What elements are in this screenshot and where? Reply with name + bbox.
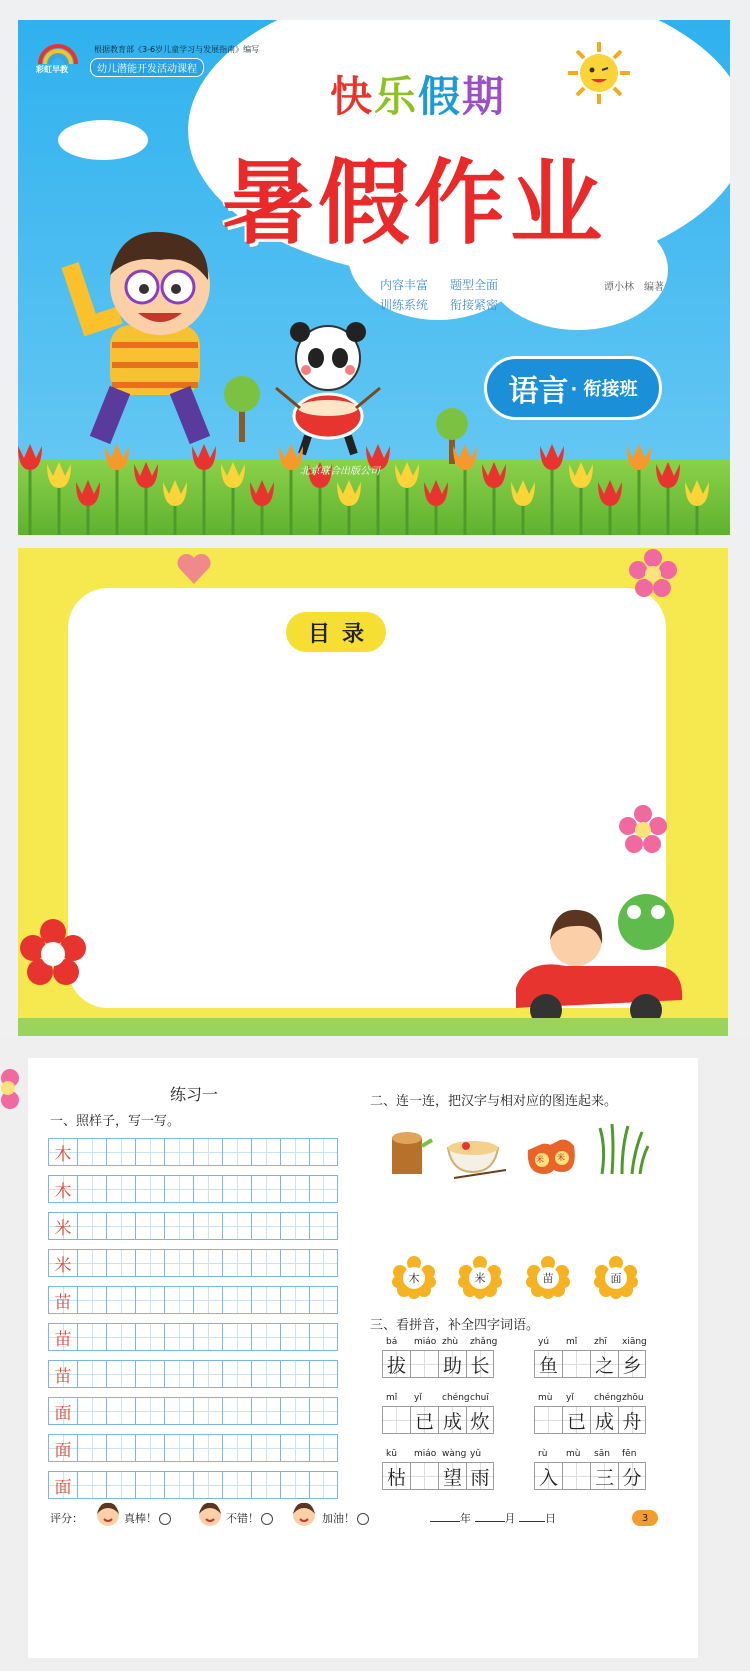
model-char-cell bbox=[48, 1286, 77, 1314]
model-char-cell bbox=[48, 1212, 77, 1240]
tracing-row bbox=[48, 1360, 338, 1388]
writing-cell[interactable] bbox=[309, 1138, 338, 1166]
feature-text: 训练系统 bbox=[380, 298, 429, 312]
model-char: 面 bbox=[54, 1403, 72, 1424]
writing-cell[interactable] bbox=[222, 1175, 251, 1203]
author-credit: 谭小林 编著 bbox=[604, 282, 664, 293]
pinyin-syllable: mǐ bbox=[386, 1393, 398, 1403]
tracing-row bbox=[48, 1138, 338, 1166]
writing-cell[interactable] bbox=[135, 1286, 164, 1314]
idiom-char: 望 bbox=[438, 1462, 466, 1490]
tracing-row bbox=[48, 1212, 338, 1240]
writing-cell[interactable] bbox=[280, 1212, 309, 1240]
match-word-flower[interactable] bbox=[458, 1256, 502, 1300]
tulip-icon bbox=[105, 444, 129, 470]
pinyin-syllable: zhōu bbox=[622, 1393, 644, 1403]
writing-cell[interactable] bbox=[193, 1471, 222, 1499]
writing-cell[interactable] bbox=[309, 1249, 338, 1277]
pinyin-syllable: zhī bbox=[594, 1337, 607, 1347]
tulip-border bbox=[18, 988, 728, 1036]
writing-cell[interactable] bbox=[309, 1471, 338, 1499]
match-word-flower[interactable] bbox=[594, 1256, 638, 1300]
writing-cell[interactable] bbox=[309, 1434, 338, 1462]
cover-subtitle bbox=[330, 64, 506, 124]
writing-cell[interactable] bbox=[77, 1360, 106, 1388]
writing-cell[interactable] bbox=[309, 1175, 338, 1203]
pinyin-syllable: zhǎng bbox=[470, 1337, 498, 1347]
girl-face-icon bbox=[290, 1500, 318, 1528]
model-char: 苗 bbox=[54, 1292, 72, 1313]
idiom-blank-cell[interactable] bbox=[562, 1462, 590, 1490]
rice-bag-label: 米 bbox=[536, 1155, 544, 1164]
writing-cell[interactable] bbox=[106, 1434, 135, 1462]
tulip-icon bbox=[395, 462, 419, 488]
idiom-box bbox=[382, 1406, 494, 1434]
writing-cell[interactable] bbox=[280, 1323, 309, 1351]
writing-cell[interactable] bbox=[251, 1397, 280, 1425]
pinyin-syllable: yú bbox=[538, 1337, 550, 1347]
idiom-box bbox=[534, 1350, 646, 1378]
match-word: 苗 bbox=[542, 1272, 554, 1285]
writing-cell[interactable] bbox=[251, 1249, 280, 1277]
page-number: 3 bbox=[632, 1510, 658, 1526]
tulip-icon bbox=[221, 462, 245, 488]
idiom-char: 三 bbox=[590, 1462, 618, 1490]
tracing-row bbox=[48, 1471, 338, 1499]
idiom-char: 已 bbox=[410, 1406, 438, 1434]
model-char: 面 bbox=[54, 1440, 72, 1461]
section-two-heading: 二、连一连，把汉字与相对应的图连起来。 bbox=[370, 1094, 618, 1109]
pinyin-syllable: zhù bbox=[442, 1337, 459, 1347]
writing-cell[interactable] bbox=[164, 1360, 193, 1388]
date-day-label: 日 bbox=[545, 1512, 556, 1525]
tulip-icon bbox=[163, 480, 187, 506]
idiom-char: 长 bbox=[466, 1350, 494, 1378]
tulip-icon bbox=[337, 480, 361, 506]
writing-cell[interactable] bbox=[106, 1471, 135, 1499]
subtitle-char: 期 bbox=[462, 72, 507, 121]
writing-cell[interactable] bbox=[222, 1249, 251, 1277]
rating-option[interactable] bbox=[226, 1510, 273, 1526]
writing-cell[interactable] bbox=[135, 1360, 164, 1388]
pinyin-syllable: kū bbox=[386, 1449, 397, 1459]
writing-cell[interactable] bbox=[222, 1471, 251, 1499]
writing-cell[interactable] bbox=[164, 1434, 193, 1462]
match-word: 木 bbox=[408, 1272, 420, 1285]
model-char-cell bbox=[48, 1360, 77, 1388]
idiom-char: 炊 bbox=[466, 1406, 494, 1434]
idiom-blank-cell[interactable] bbox=[562, 1350, 590, 1378]
writing-cell[interactable] bbox=[251, 1138, 280, 1166]
section-one-heading: 一、照样子，写一写。 bbox=[50, 1114, 181, 1129]
writing-cell[interactable] bbox=[193, 1360, 222, 1388]
subject-badge bbox=[484, 356, 662, 420]
rating-label: 评分： bbox=[50, 1512, 83, 1525]
badge-main-text: 语言 bbox=[508, 374, 569, 409]
writing-cell[interactable] bbox=[77, 1323, 106, 1351]
rating-text: 不错！ bbox=[226, 1512, 259, 1525]
model-char: 苗 bbox=[54, 1329, 72, 1350]
writing-cell[interactable] bbox=[193, 1249, 222, 1277]
match-word: 米 bbox=[474, 1272, 486, 1285]
idiom-char: 分 bbox=[618, 1462, 646, 1490]
writing-cell[interactable] bbox=[193, 1286, 222, 1314]
writing-cell[interactable] bbox=[164, 1286, 193, 1314]
writing-cell[interactable] bbox=[164, 1249, 193, 1277]
writing-cell[interactable] bbox=[77, 1212, 106, 1240]
writing-cell[interactable] bbox=[164, 1323, 193, 1351]
tulip-icon bbox=[627, 444, 651, 470]
pinyin-syllable: xiāng bbox=[622, 1337, 647, 1347]
writing-cell[interactable] bbox=[251, 1323, 280, 1351]
model-char-cell bbox=[48, 1471, 77, 1499]
rating-option[interactable] bbox=[124, 1510, 171, 1526]
tracing-row bbox=[48, 1323, 338, 1351]
writing-cell[interactable] bbox=[251, 1360, 280, 1388]
rating-circle[interactable] bbox=[357, 1513, 369, 1525]
writing-cell[interactable] bbox=[135, 1138, 164, 1166]
feature-text: 内容丰富 bbox=[380, 278, 429, 292]
writing-cell[interactable] bbox=[193, 1212, 222, 1240]
writing-cell[interactable] bbox=[222, 1138, 251, 1166]
rating-text: 加油！ bbox=[322, 1512, 355, 1525]
writing-cell[interactable] bbox=[106, 1360, 135, 1388]
tulip-flowers bbox=[18, 420, 730, 535]
publisher-name: 北京联合出版公司 bbox=[300, 466, 380, 477]
writing-cell[interactable] bbox=[135, 1471, 164, 1499]
pinyin-syllable: bá bbox=[386, 1337, 398, 1347]
idiom-char: 已 bbox=[562, 1406, 590, 1434]
pinyin-syllable: mù bbox=[538, 1393, 553, 1403]
rating-circle[interactable] bbox=[261, 1513, 273, 1525]
writing-cell[interactable] bbox=[77, 1471, 106, 1499]
tulip-icon bbox=[511, 480, 535, 506]
tulip-icon bbox=[569, 462, 593, 488]
pinyin-syllable: rù bbox=[538, 1449, 548, 1459]
noodle-bowl-icon bbox=[444, 1124, 508, 1182]
writing-cell[interactable] bbox=[135, 1175, 164, 1203]
tracing-row bbox=[48, 1286, 338, 1314]
writing-cell[interactable] bbox=[77, 1249, 106, 1277]
tulip-icon bbox=[482, 462, 506, 488]
writing-cell[interactable] bbox=[135, 1397, 164, 1425]
pinyin-syllable: chéng bbox=[442, 1393, 470, 1403]
writing-cell[interactable] bbox=[106, 1175, 135, 1203]
grass-seedling-icon bbox=[592, 1118, 650, 1176]
rating-option[interactable] bbox=[322, 1510, 369, 1526]
writing-cell[interactable] bbox=[193, 1323, 222, 1351]
idiom-char: 助 bbox=[438, 1350, 466, 1378]
model-char-cell bbox=[48, 1397, 77, 1425]
model-char-cell bbox=[48, 1175, 77, 1203]
writing-cell[interactable] bbox=[77, 1138, 106, 1166]
writing-cell[interactable] bbox=[222, 1212, 251, 1240]
writing-cell[interactable] bbox=[309, 1397, 338, 1425]
writing-cell[interactable] bbox=[309, 1323, 338, 1351]
writing-cell[interactable] bbox=[251, 1286, 280, 1314]
idiom-box bbox=[382, 1462, 494, 1490]
tulip-icon bbox=[685, 480, 709, 506]
subtitle-char: 快 bbox=[330, 72, 375, 121]
match-word-flower[interactable] bbox=[392, 1256, 436, 1300]
girl-face-icon bbox=[196, 1500, 224, 1528]
idiom-char: 枯 bbox=[382, 1462, 410, 1490]
writing-cell[interactable] bbox=[164, 1212, 193, 1240]
model-char-cell bbox=[48, 1249, 77, 1277]
model-char-cell bbox=[48, 1138, 77, 1166]
rice-bag-label: 米 bbox=[557, 1153, 565, 1162]
rice-bags-icon bbox=[522, 1124, 580, 1182]
exercise-title: 练习一 bbox=[170, 1085, 219, 1104]
pink-flower-icon bbox=[618, 804, 668, 854]
publisher-note: 根据教育部《3-6岁儿童学习与发展指南》编写 bbox=[94, 45, 260, 54]
idiom-char: 入 bbox=[534, 1462, 562, 1490]
cover-panel bbox=[0, 0, 750, 548]
idiom-char: 乡 bbox=[618, 1350, 646, 1378]
writing-cell[interactable] bbox=[251, 1434, 280, 1462]
idiom-blank-cell[interactable] bbox=[410, 1350, 438, 1378]
idiom-char: 鱼 bbox=[534, 1350, 562, 1378]
feature-text: 衔接紧密 bbox=[450, 298, 499, 312]
model-char: 苗 bbox=[54, 1366, 72, 1387]
tulip-icon bbox=[18, 444, 42, 470]
model-char: 面 bbox=[54, 1477, 72, 1498]
tulip-icon bbox=[656, 462, 680, 488]
idiom-blank-cell[interactable] bbox=[534, 1406, 562, 1434]
writing-cell[interactable] bbox=[222, 1360, 251, 1388]
idiom-char: 拔 bbox=[382, 1350, 410, 1378]
badge-sub-text: · 衔接班 bbox=[570, 379, 638, 400]
toc-title: 目录 bbox=[286, 612, 386, 652]
idiom-blank-cell[interactable] bbox=[382, 1406, 410, 1434]
sun-icon bbox=[566, 40, 632, 106]
girl-face-icon bbox=[94, 1500, 122, 1528]
idiom-box bbox=[534, 1462, 646, 1490]
idiom-char: 之 bbox=[590, 1350, 618, 1378]
tulip-icon bbox=[47, 462, 71, 488]
writing-cell[interactable] bbox=[309, 1212, 338, 1240]
rating-circle[interactable] bbox=[159, 1513, 171, 1525]
tulip-icon bbox=[192, 444, 216, 470]
idiom-char: 成 bbox=[438, 1406, 466, 1434]
tulip-icon bbox=[540, 444, 564, 470]
pink-flower-icon bbox=[0, 1066, 30, 1126]
model-char: 米 bbox=[54, 1218, 72, 1239]
idiom-box bbox=[534, 1406, 646, 1434]
writing-cell[interactable] bbox=[251, 1212, 280, 1240]
tulip-icon bbox=[424, 480, 448, 506]
pinyin-syllable: chéng bbox=[594, 1393, 622, 1403]
writing-cell[interactable] bbox=[106, 1397, 135, 1425]
pinyin-syllable: yǐ bbox=[414, 1393, 422, 1403]
course-label: 幼儿潜能开发活动课程 bbox=[90, 58, 204, 77]
writing-cell[interactable] bbox=[280, 1434, 309, 1462]
logo-text: 彩虹早教 bbox=[36, 65, 68, 74]
writing-cell[interactable] bbox=[193, 1138, 222, 1166]
toc-panel bbox=[0, 548, 750, 1036]
writing-cell[interactable] bbox=[135, 1323, 164, 1351]
writing-cell[interactable] bbox=[280, 1471, 309, 1499]
writing-cell[interactable] bbox=[106, 1138, 135, 1166]
writing-cell[interactable] bbox=[164, 1138, 193, 1166]
writing-cell[interactable] bbox=[280, 1286, 309, 1314]
date-year-label: 年 bbox=[460, 1512, 471, 1525]
writing-cell[interactable] bbox=[77, 1397, 106, 1425]
writing-cell[interactable] bbox=[222, 1286, 251, 1314]
pink-flower-icon bbox=[628, 548, 678, 598]
match-word: 面 bbox=[610, 1272, 622, 1285]
cover-title: 暑假作业 bbox=[222, 150, 607, 257]
writing-cell[interactable] bbox=[280, 1175, 309, 1203]
tulip-icon bbox=[76, 480, 100, 506]
writing-cell[interactable] bbox=[222, 1397, 251, 1425]
writing-cell[interactable] bbox=[309, 1286, 338, 1314]
tulip-icon bbox=[250, 480, 274, 506]
model-char: 木 bbox=[54, 1144, 72, 1165]
writing-cell[interactable] bbox=[280, 1138, 309, 1166]
writing-cell[interactable] bbox=[135, 1249, 164, 1277]
tracing-row bbox=[48, 1175, 338, 1203]
writing-cell[interactable] bbox=[193, 1175, 222, 1203]
match-word-flower[interactable] bbox=[526, 1256, 570, 1300]
pinyin-syllable: wàng bbox=[442, 1449, 467, 1459]
model-char-cell bbox=[48, 1323, 77, 1351]
writing-cell[interactable] bbox=[106, 1286, 135, 1314]
red-flower-icon bbox=[18, 918, 88, 988]
idiom-char: 舟 bbox=[618, 1406, 646, 1434]
writing-cell[interactable] bbox=[193, 1397, 222, 1425]
writing-cell[interactable] bbox=[164, 1471, 193, 1499]
wood-stump-icon bbox=[378, 1124, 436, 1182]
section-three-heading: 三、看拼音，补全四字词语。 bbox=[370, 1318, 540, 1333]
tulip-icon bbox=[453, 444, 477, 470]
pinyin-syllable: chuī bbox=[470, 1393, 489, 1403]
pinyin-syllable: yǔ bbox=[470, 1449, 482, 1459]
rating-text: 真棒！ bbox=[124, 1512, 157, 1525]
writing-cell[interactable] bbox=[106, 1323, 135, 1351]
feature-text: 题型全面 bbox=[450, 278, 499, 292]
writing-cell[interactable] bbox=[106, 1249, 135, 1277]
date-field[interactable] bbox=[430, 1510, 556, 1526]
pinyin-syllable: mù bbox=[566, 1449, 581, 1459]
writing-cell[interactable] bbox=[280, 1249, 309, 1277]
writing-cell[interactable] bbox=[77, 1434, 106, 1462]
date-month-label: 月 bbox=[504, 1512, 516, 1525]
writing-cell[interactable] bbox=[135, 1434, 164, 1462]
cloud-shape bbox=[58, 120, 148, 160]
model-char-cell bbox=[48, 1434, 77, 1462]
pinyin-syllable: mǐ bbox=[566, 1337, 578, 1347]
idiom-char: 雨 bbox=[466, 1462, 494, 1490]
writing-cell[interactable] bbox=[280, 1360, 309, 1388]
idiom-blank-cell[interactable] bbox=[410, 1462, 438, 1490]
tracing-row bbox=[48, 1249, 338, 1277]
tracing-row bbox=[48, 1434, 338, 1462]
writing-cell[interactable] bbox=[222, 1434, 251, 1462]
subtitle-char: 假 bbox=[418, 72, 463, 121]
pinyin-syllable: sān bbox=[594, 1449, 610, 1459]
writing-cell[interactable] bbox=[135, 1212, 164, 1240]
tracing-row bbox=[48, 1397, 338, 1425]
pinyin-syllable: miáo bbox=[414, 1449, 437, 1459]
model-char: 米 bbox=[54, 1255, 72, 1276]
writing-cell[interactable] bbox=[164, 1397, 193, 1425]
writing-cell[interactable] bbox=[106, 1212, 135, 1240]
idiom-box bbox=[382, 1350, 494, 1378]
heart-icon bbox=[176, 552, 212, 586]
pinyin-syllable: miáo bbox=[414, 1337, 437, 1347]
writing-cell[interactable] bbox=[77, 1286, 106, 1314]
writing-cell[interactable] bbox=[193, 1434, 222, 1462]
boy-illustration bbox=[50, 205, 250, 455]
model-char: 木 bbox=[54, 1181, 72, 1202]
tulip-icon bbox=[134, 462, 158, 488]
tulip-icon bbox=[598, 480, 622, 506]
writing-cell[interactable] bbox=[222, 1323, 251, 1351]
pinyin-syllable: yǐ bbox=[566, 1393, 574, 1403]
writing-cell[interactable] bbox=[77, 1175, 106, 1203]
writing-cell[interactable] bbox=[251, 1175, 280, 1203]
writing-cell[interactable] bbox=[251, 1471, 280, 1499]
writing-cell[interactable] bbox=[309, 1360, 338, 1388]
idiom-char: 成 bbox=[590, 1406, 618, 1434]
writing-cell[interactable] bbox=[164, 1175, 193, 1203]
subtitle-char: 乐 bbox=[374, 72, 419, 121]
pinyin-syllable: fēn bbox=[622, 1449, 637, 1459]
writing-cell[interactable] bbox=[280, 1397, 309, 1425]
